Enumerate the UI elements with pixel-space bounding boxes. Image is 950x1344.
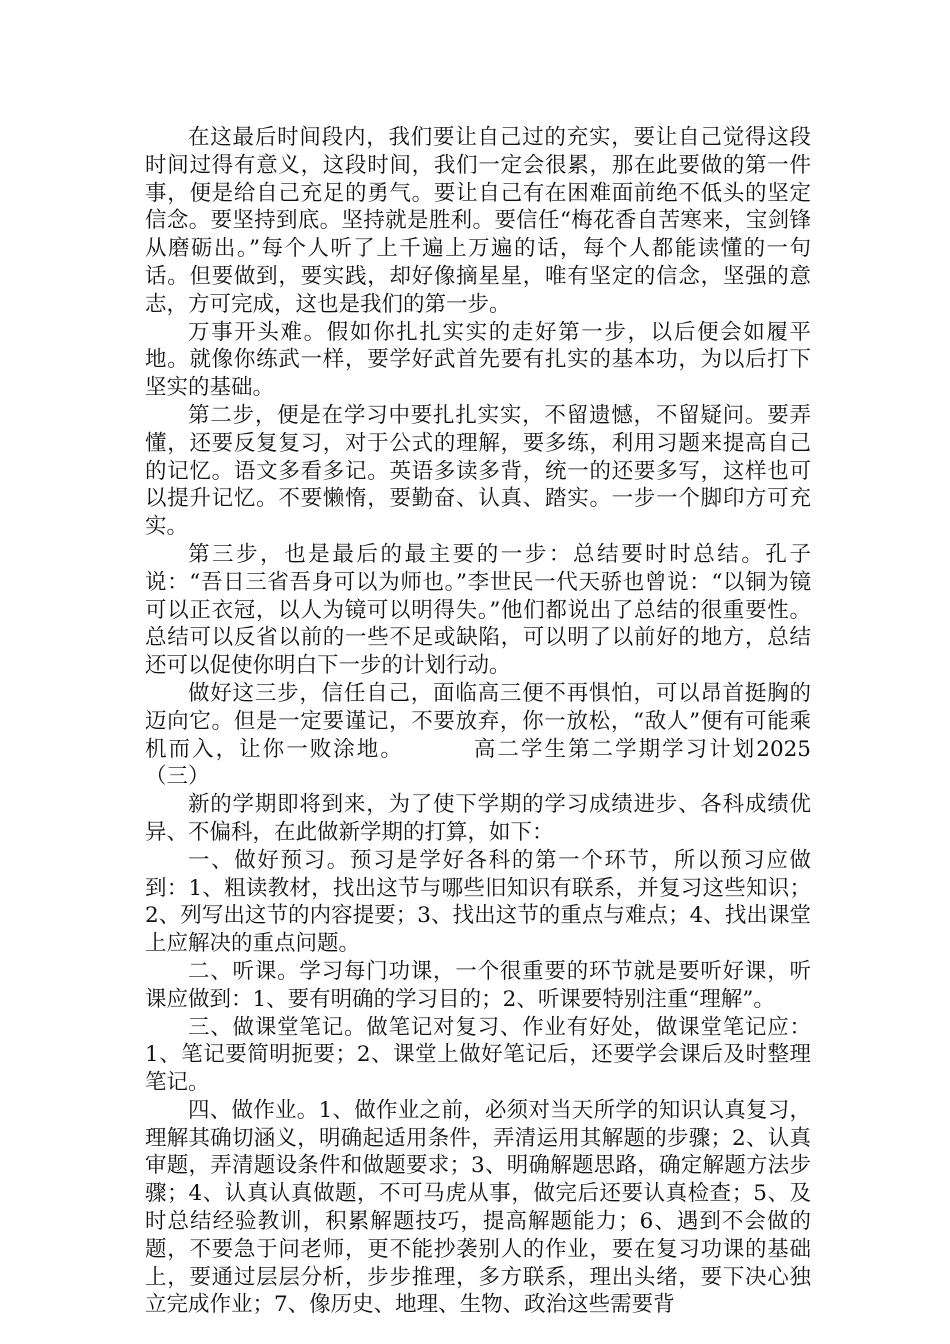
paragraph-plan-intro: 新的学期即将到来，为了使下学期的学习成绩进步、各科成绩优异、不偏科，在此做新学期的打算，如下：: [145, 792, 811, 845]
paragraph-preview: 一、做好预习。预习是学好各科的第一个环节，所以预习应做到：1、粗读教材，找出这节与哪些旧知识有联系，并复习这些知识；2、列写出这节的内容提要；3、找出这节的重点与难点；4、找出课堂上应解决的重点问题。: [145, 847, 811, 957]
paragraph-third-step: 第三步，也是最后的最主要的一步：总结要时时总结。孔子说：“吾日三省吾身可以为师也。”李世民一代天骄也曾说：“以铜为镜可以正衣冠，以人为镜可以明得失。”他们都说出了总结的很重要性。总结可以反省以前的一些不足或缺陷，可以明了以前好的地方，总结还可以促使你明白下一步的计划行动。: [145, 541, 811, 679]
paragraph-closing: [145, 680, 811, 791]
paragraph-second-step: 第二步，便是在学习中要扎扎实实，不留遗憾，不留疑问。要弄懂，还要反复复习，对于公式的理解，要多练，利用习题来提高自己的记忆。语文多看多记。英语多读多背，统一的还要多写，这样也可以提升记忆。不要懒惰，要勤奋、认真、踏实。一步一个脚印方可充实。: [145, 402, 811, 540]
paragraph-homework: 四、做作业。1、做作业之前，必须对当天所学的知识认真复习，理解其确切涵义，明确起适用条件，弄清运用其解题的步骤；2、认真审题，弄清题设条件和做题要求；3、明确解题思路，确定解题方法步骤；4、认真认真做题，不可马虎从事，做完后还要认真检查；5、及时总结经验教训，积累解题技巧，提高解题能力；6、遇到不会做的题，不要急于问老师，更不能抄袭别人的作业，要在复习功课的基础上，要通过层层分析，步步推理，多方联系，理出头绪，要下决心独立完成作业；7、像历史、地理、生物、政治这些需要背: [145, 1097, 811, 1318]
document-body: [145, 124, 811, 1319]
section-title: 高二学生第二学期学习计划2025（三）: [145, 736, 811, 790]
paragraph-notes: 三、做课堂笔记。做笔记对复习、作业有好处，做课堂笔记应：1、笔记要简明扼要；2、课堂上做好笔记后，还要学会课后及时整理笔记。: [145, 1014, 811, 1096]
closing-text: 做好这三步，信任自己，面临高三便不再惧怕，可以昂首挺胸的迈向它。但是一定要谨记，不要放弃，你一放松，“敌人”便有可能乘机而入，让你一败涂地。: [145, 680, 811, 762]
paragraph-listen: 二、听课。学习每门功课，一个很重要的环节就是要听好课，听课应做到：1、要有明确的学习目的；2、听课要特别注重“理解”。: [145, 958, 811, 1012]
paragraph-first-step: 万事开头难。假如你扎扎实实的走好第一步，以后便会如履平地。就像你练武一样，要学好武首先要有扎实的基本功，为以后打下坚实的基础。: [145, 319, 811, 401]
paragraph-courage: 在这最后时间段内，我们要让自己过的充实，要让自己觉得这段时间过得有意义，这段时间，我们一定会很累，那在此要做的第一件事，便是给自己充足的勇气。要让自己有在困难面前绝不低头的坚定信念。要坚持到底。坚持就是胜利。要信任“梅花香自苦寒来，宝剑锋从磨砺出。”每个人听了上千遍上万遍的话，每个人都能读懂的一句话。但要做到，要实践，却好像摘星星，唯有坚定的信念，坚强的意志，方可完成，这也是我们的第一步。: [145, 125, 811, 317]
